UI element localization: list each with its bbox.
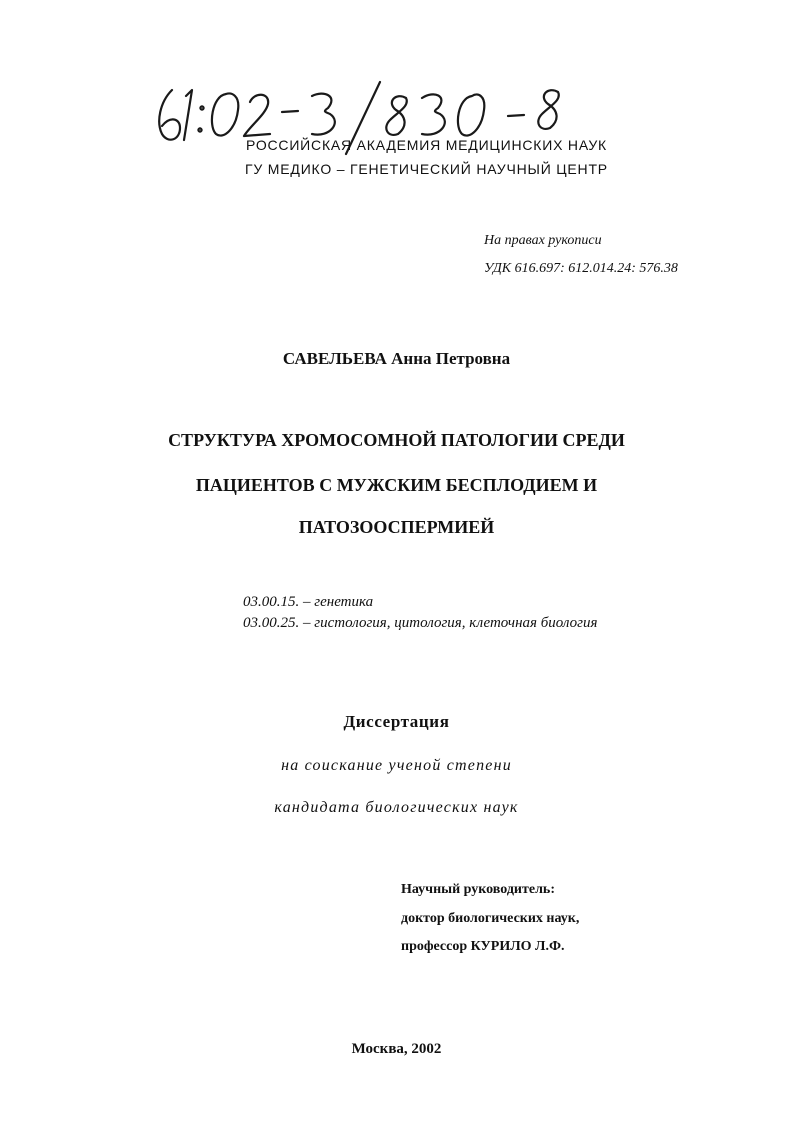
manuscript-rights-note: На правах рукописи (484, 233, 602, 248)
place-and-year: Москва, 2002 (351, 1041, 442, 1057)
supervisor-name: профессор КУРИЛО Л.Ф. (401, 939, 565, 954)
degree-purpose-line-1: на соискание ученой степени (281, 757, 512, 774)
specialty-genetics: 03.00.15. – генетика (243, 594, 374, 610)
thesis-title-line-3: ПАТОЗООСПЕРМИЕЙ (298, 517, 495, 537)
udc-code: УДК 616.697: 612.014.24: 576.38 (484, 261, 678, 276)
organization-line-1: РОССИЙСКАЯ АКАДЕМИЯ МЕДИЦИНСКИХ НАУК (245, 137, 608, 153)
supervisor-degree: доктор биологических наук, (401, 911, 580, 926)
degree-purpose-line-2: кандидата биологических наук (274, 799, 519, 816)
author-name: САВЕЛЬЕВА Анна Петровна (282, 349, 511, 368)
specialty-histology: 03.00.25. – гистология, цитология, клеточная биология (243, 615, 598, 631)
document-type: Диссертация (343, 712, 450, 731)
supervisor-heading: Научный руководитель: (401, 882, 555, 897)
thesis-title-line-1: СТРУКТУРА ХРОМОСОМНОЙ ПАТОЛОГИИ СРЕДИ (168, 430, 625, 450)
organization-line-2: ГУ МЕДИКО – ГЕНЕТИЧЕСКИЙ НАУЧНЫЙ ЦЕНТР (245, 161, 608, 177)
thesis-title-line-2: ПАЦИЕНТОВ С МУЖСКИМ БЕСПЛОДИЕМ И (195, 475, 598, 495)
